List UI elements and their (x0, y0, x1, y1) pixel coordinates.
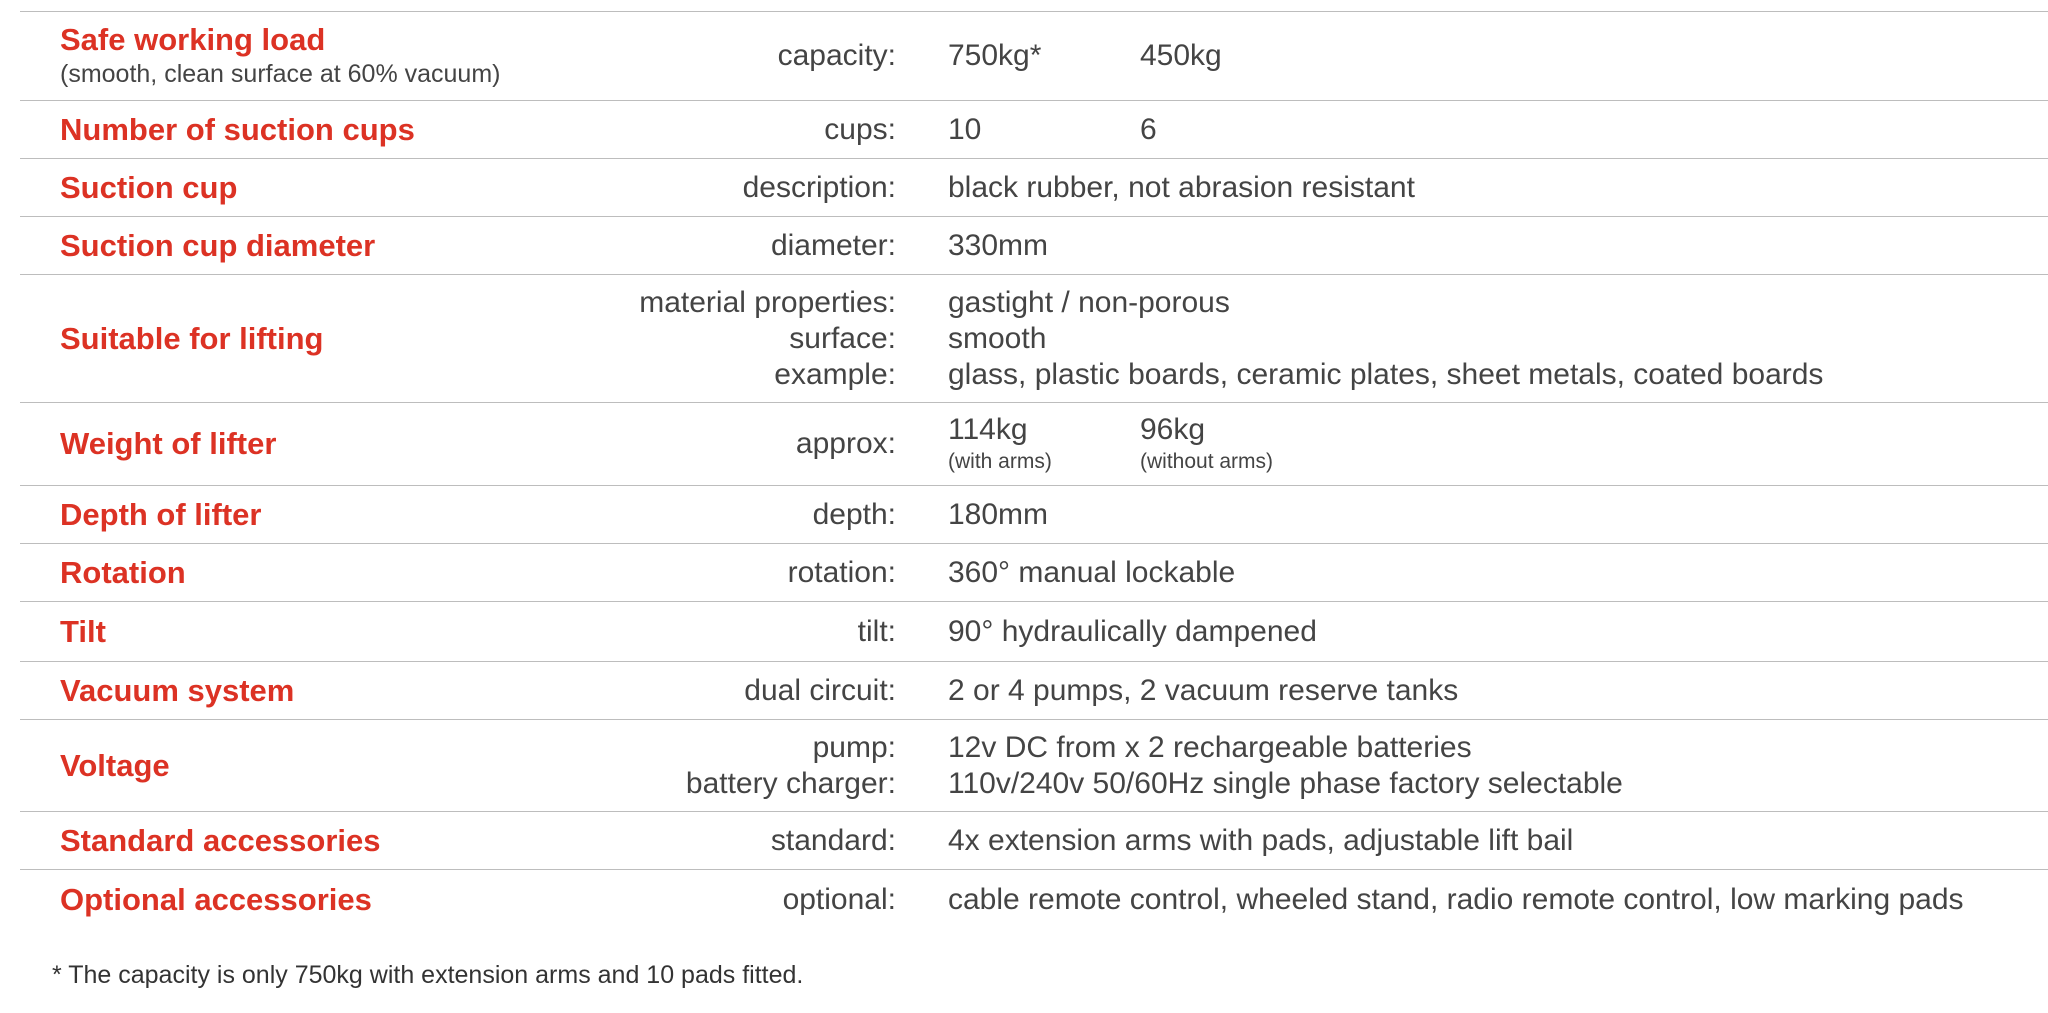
row-title: Optional accessories (60, 882, 372, 917)
value-without-arms: 450kg (1140, 39, 1222, 72)
row-subtitle: (smooth, clean surface at 60% vacuum) (60, 60, 501, 88)
row-values (948, 403, 1273, 485)
spec-table (20, 11, 2048, 930)
row-title: Safe working load (60, 22, 326, 57)
value-with-arms: 10 (948, 112, 982, 146)
row-label: approx: (795, 427, 896, 460)
row-labels (639, 275, 896, 402)
row-values (948, 275, 1823, 402)
row-value: gastight / non-porous (948, 285, 1230, 319)
row-label: standard: (770, 823, 896, 857)
row-values (948, 486, 1048, 543)
row-title-block (60, 101, 415, 158)
value-without-arms: 6 (1140, 112, 1157, 146)
row-values (948, 101, 1157, 158)
spec-row-safe-working-load (20, 12, 2048, 101)
spec-row-voltage (20, 720, 2048, 812)
row-value: 180mm (948, 497, 1049, 531)
row-labels (824, 101, 896, 158)
spec-row-suction-cup (20, 159, 2048, 217)
row-value-notes (948, 448, 1273, 476)
row-title-block (60, 486, 262, 543)
row-value: glass, plastic boards, ceramic plates, sheet metals, coated boards (948, 357, 1824, 391)
spec-row-tilt (20, 602, 2048, 662)
row-value: 12v DC from x 2 rechargeable batteries (948, 730, 1472, 764)
row-title-block (60, 812, 381, 869)
row-value: black rubber, not abrasion resistant (948, 170, 1415, 204)
row-title-block (60, 403, 276, 485)
spec-row-rotation (20, 544, 2048, 602)
row-values (948, 159, 1415, 216)
row-title-block (60, 217, 375, 274)
row-title-block (60, 602, 106, 661)
row-labels (778, 12, 896, 100)
row-value-line (948, 412, 1273, 448)
row-values (948, 217, 1048, 274)
row-label: diameter: (770, 228, 896, 262)
row-title-block (60, 275, 324, 402)
value-with-arms: 750kg* (948, 39, 1042, 72)
value-without-arms: 96kg (1140, 413, 1206, 446)
row-labels (796, 403, 896, 485)
spec-row-number-of-suction-cups (20, 101, 2048, 159)
row-values (948, 812, 1573, 869)
footnote: * The capacity is only 750kg with extension arms and 10 pads fitted. (52, 961, 804, 989)
row-label: rotation: (787, 555, 896, 589)
row-values (948, 12, 1222, 100)
row-label: capacity: (777, 39, 896, 72)
row-value-line (948, 112, 1157, 148)
row-title: Tilt (60, 613, 106, 649)
row-value: 330mm (948, 228, 1049, 262)
row-label: description: (742, 170, 896, 204)
row-title: Suction cup diameter (60, 227, 376, 263)
row-label: tilt: (857, 614, 896, 648)
row-label: optional: (782, 883, 896, 916)
spec-row-standard-accessories (20, 812, 2048, 870)
row-label: cups: (824, 112, 896, 146)
row-label: surface: (789, 321, 896, 355)
row-label: pump: (812, 730, 896, 764)
row-title: Suitable for lifting (60, 320, 324, 356)
value-note-with-arms: (with arms) (948, 450, 1052, 473)
row-value: 2 or 4 pumps, 2 vacuum reserve tanks (948, 673, 1459, 707)
row-value: 4x extension arms with pads, adjustable lift bail (948, 823, 1574, 857)
row-title-block (60, 12, 500, 100)
row-label: dual circuit: (744, 673, 896, 707)
row-labels (743, 159, 896, 216)
row-title-block (60, 662, 294, 719)
row-values (948, 662, 1458, 719)
row-label: example: (774, 357, 896, 391)
row-labels (771, 812, 896, 869)
row-labels (788, 544, 896, 601)
row-label: material properties: (639, 285, 896, 319)
spec-row-optional-accessories (20, 870, 2048, 930)
row-value-line (948, 38, 1222, 74)
row-title: Suction cup (60, 169, 238, 205)
row-title-block (60, 870, 372, 930)
row-labels (783, 870, 896, 930)
spec-row-vacuum-system (20, 662, 2048, 720)
row-title-block (60, 159, 237, 216)
row-title-block (60, 544, 186, 601)
row-values (948, 870, 1964, 930)
row-title: Rotation (60, 554, 186, 590)
spec-row-depth-of-lifter (20, 486, 2048, 544)
row-labels (686, 720, 896, 811)
row-label: battery charger: (685, 766, 896, 800)
row-title: Vacuum system (60, 672, 295, 708)
row-value: cable remote control, wheeled stand, radio remote control, low marking pads (948, 883, 1964, 916)
row-value: smooth (948, 321, 1047, 355)
row-title-block (60, 720, 170, 811)
spec-row-weight-of-lifter (20, 403, 2048, 486)
row-title: Depth of lifter (60, 496, 262, 532)
row-label: depth: (812, 497, 896, 531)
row-value: 90° hydraulically dampened (948, 614, 1317, 648)
row-values (948, 720, 1623, 811)
spec-row-suction-cup-diameter (20, 217, 2048, 275)
row-title: Voltage (60, 747, 170, 783)
row-value: 110v/240v 50/60Hz single phase factory selectable (948, 766, 1623, 800)
row-title: Standard accessories (60, 822, 381, 858)
spec-row-suitable-for-lifting (20, 275, 2048, 403)
row-labels (813, 486, 896, 543)
row-values (948, 602, 1317, 661)
row-title: Number of suction cups (60, 111, 415, 147)
row-labels (771, 217, 896, 274)
row-labels (858, 602, 896, 661)
row-title: Weight of lifter (60, 426, 277, 461)
row-values (948, 544, 1235, 601)
value-note-without-arms: (without arms) (1140, 450, 1274, 473)
row-labels (744, 662, 896, 719)
row-value: 360° manual lockable (948, 555, 1236, 589)
value-with-arms: 114kg (948, 413, 1028, 446)
